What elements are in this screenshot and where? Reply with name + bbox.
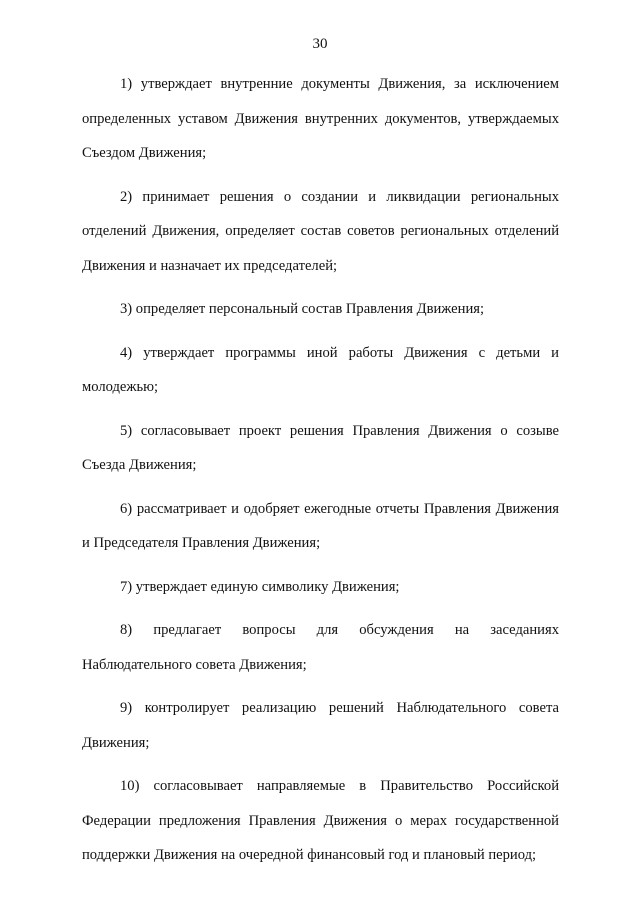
- list-item-6: 6) рассматривает и одобряет ежегодные отчеты Правления Движения и Председателя Правления Движения;: [82, 500, 559, 551]
- list-item-9: 9) контролирует реализацию решений Наблюдательного совета Движения;: [82, 700, 559, 751]
- list-item-3: 3) определяет персональный состав Правления Движения;: [120, 301, 485, 317]
- list-item-10: 10) согласовывает направляемые в Правительство Российской Федерации предложения Правления Движения о мерах государственной поддержки Движения на очередной финансовый год и плановый период;: [82, 778, 559, 863]
- list-item-8: 8) предлагает вопросы для обсуждения на заседаниях Наблюдательного совета Движения;: [82, 622, 559, 673]
- list-item-2: 2) принимает решения о создании и ликвидации региональных отделений Движения, определяет состав советов региональных отделений Движения и назначает их председателей;: [82, 188, 559, 274]
- list-item-4: 4) утверждает программы иной работы Движения с детьми и молодежью;: [82, 344, 559, 395]
- list-item-1: 1) утверждает внутренние документы Движения, за исключением определенных уставом Движения внутренних документов, утверждаемых Съездом Движения;: [82, 76, 559, 161]
- list-item-7: 7) утверждает единую символику Движения;: [120, 578, 400, 595]
- page-number: 30: [312, 36, 328, 52]
- document-body: [82, 67, 559, 882]
- list-item-5: 5) согласовывает проект решения Правления Движения о созыве Съезда Движения;: [82, 422, 559, 473]
